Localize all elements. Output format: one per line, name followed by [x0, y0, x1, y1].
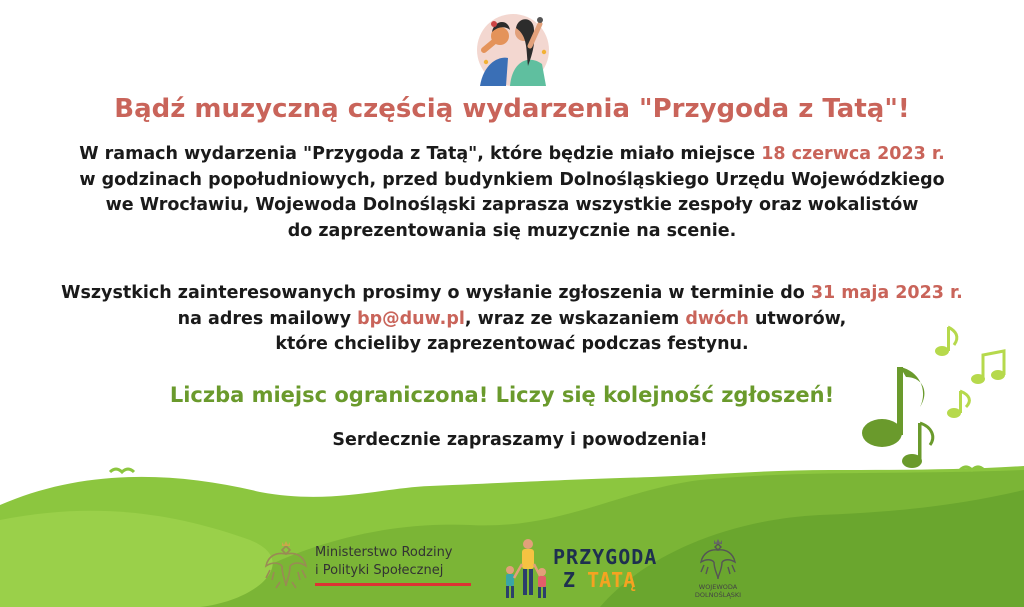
description-line: we Wrocławiu, Wojewoda Dolnośląski zaprasza wszystkie zespoły oraz wokalistów [105, 195, 919, 215]
event-description [0, 142, 1024, 244]
ministry-logo-underline [315, 583, 471, 586]
description-line [0, 142, 1024, 168]
instruction-line: które chcieliby zaprezentować podczas festynu. [275, 334, 749, 354]
email-link[interactable]: bp@duw.pl [357, 308, 465, 329]
wojewoda-logo-text [688, 583, 748, 599]
ministry-name-line: i Polityki Społecznej [315, 563, 444, 578]
singers-illustration [470, 6, 556, 88]
instruction-line [0, 307, 1024, 333]
application-instructions [0, 281, 1024, 358]
description-text: W ramach wydarzenia "Przygoda z Tatą", które będzie miało miejsce [79, 144, 762, 164]
ministry-name-line: Ministerstwo Rodziny [315, 545, 453, 560]
wojewoda-eagle-icon [698, 538, 738, 582]
eagle-emblem-icon [262, 538, 310, 590]
wojewoda-text-line: WOJEWODA [698, 583, 738, 591]
family-illustration-icon [496, 536, 552, 602]
instruction-text: , wraz ze wskazaniem [464, 308, 686, 329]
instruction-text: utworów, [748, 308, 847, 329]
przygoda-logo-line: PRZYGODA [553, 545, 658, 569]
description-line: do zaprezentowania się muzycznie na scenie. [287, 220, 737, 241]
instruction-text: Wszystkich zainteresowanych prosimy o wysłanie zgłoszenia w terminie do [61, 283, 811, 303]
ministry-logo-text [315, 544, 453, 580]
instruction-line [0, 281, 1024, 307]
event-date: 18 czerwca 2023 r. [761, 144, 945, 164]
page-title: Bądź muzyczną częścią wydarzenia "Przygoda z Tatą"! [114, 94, 910, 124]
instruction-text: na adres mailowy [177, 308, 358, 329]
deadline-date: 31 maja 2023 r. [810, 283, 963, 303]
przygoda-logo-line [563, 568, 635, 592]
limited-places-notice: Liczba miejsc ograniczona! Liczy się kolejność zgłoszeń! [169, 383, 835, 407]
przygoda-logo-tata: TATĄ [587, 568, 636, 592]
wojewoda-text-line: DOLNOŚLĄSKI [694, 591, 742, 599]
przygoda-logo-z: Z [563, 568, 588, 592]
song-count: dwóch [685, 308, 749, 329]
closing-message: Serdecznie zapraszamy i powodzenia! [332, 430, 708, 450]
description-line: w godzinach popołudniowych, przed budynkiem Dolnośląskiego Urzędu Wojewódzkiego [79, 169, 945, 190]
